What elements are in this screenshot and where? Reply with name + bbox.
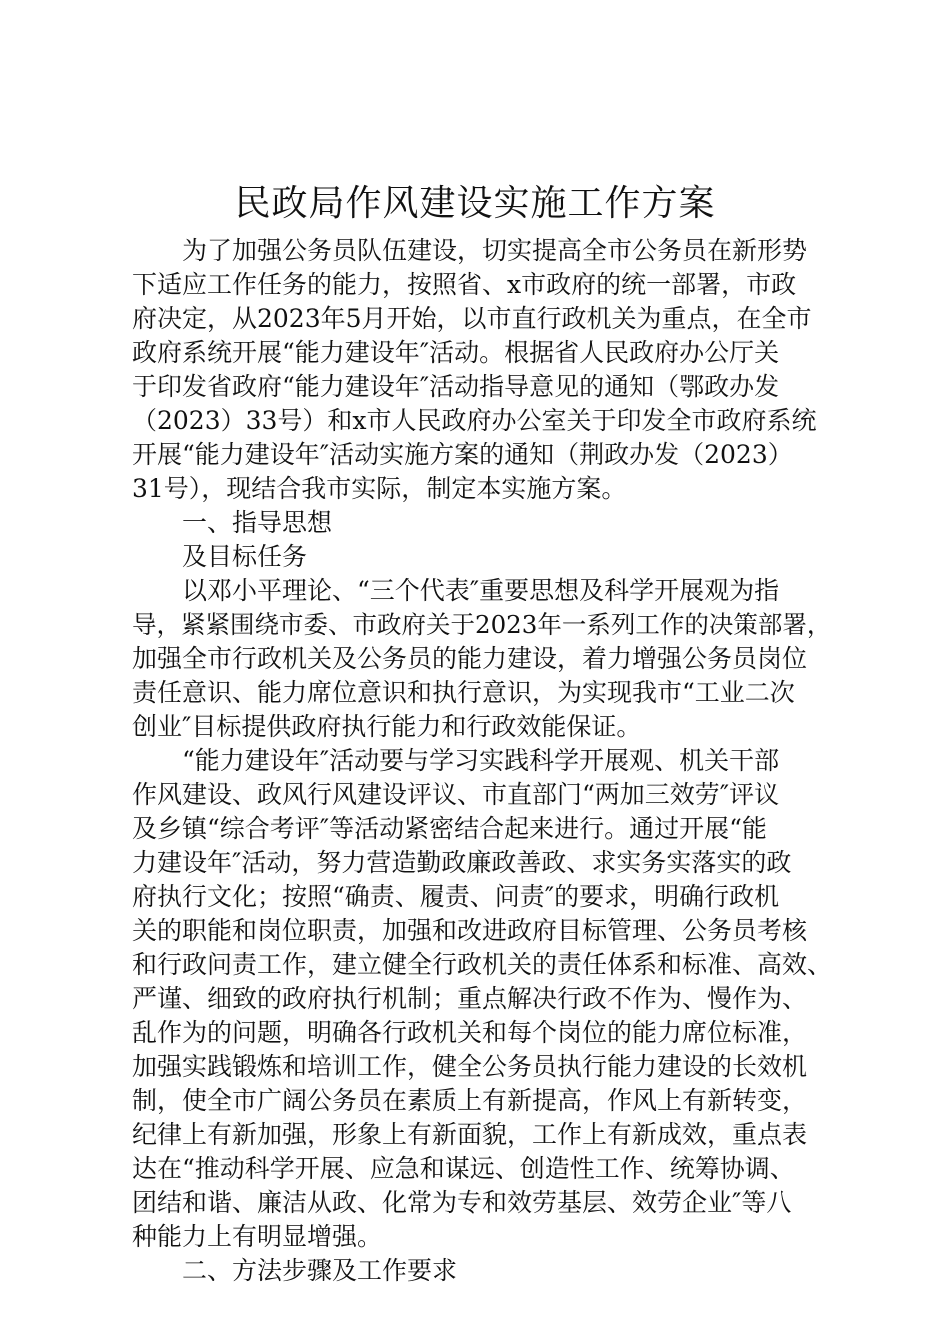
text-line: 种能力上有明显增强。 [132, 1222, 383, 1251]
document-title: 民政局作风建设实施工作方案 [234, 183, 716, 224]
text-line: 加强全市行政机关及公务员的能力建设，着力增强公务员岗位 [132, 644, 808, 673]
text-line: 达在“推动科学开展、应急和谋远、创造性工作、统筹协调、 [132, 1154, 795, 1183]
text-line: 团结和谐、廉洁从政、化常为专和效劳基层、效劳企业″等八 [132, 1188, 792, 1217]
text-line: 二、方法步骤及工作要求 [182, 1256, 458, 1285]
text-line: 及乡镇“综合考评″等活动紧密结合起来进行。通过开展“能 [132, 814, 767, 843]
text-line: 下适应工作任务的能力，按照省、x市政府的统一部署，市政 [132, 270, 797, 299]
text-line: 于印发省政府“能力建设年″活动指导意见的通知（鄂政办发 [132, 372, 780, 401]
text-line: 为了加强公务员队伍建设，切实提高全市公务员在新形势 [182, 236, 808, 265]
text-line: 严谨、细致的政府执行机制；重点解决行政不作为、慢作为、 [132, 984, 808, 1013]
text-line: 乱作为的问题，明确各行政机关和每个岗位的能力席位标准， [132, 1018, 808, 1047]
text-line: 政府系统开展“能力建设年″活动。根据省人民政府办公厅关 [132, 338, 780, 367]
text-line: 制，使全市广阔公务员在素质上有新提高，作风上有新转变， [132, 1086, 808, 1115]
text-line: 及目标任务 [182, 542, 308, 571]
text-line: 纪律上有新加强，形象上有新面貌，工作上有新成效，重点表 [132, 1120, 808, 1149]
text-line: 责任意识、能力席位意识和执行意识，为实现我市“工业二次 [132, 678, 795, 707]
text-line: 创业″目标提供政府执行能力和行政效能保证。 [132, 712, 642, 741]
document-body [132, 234, 837, 1288]
text-line: 导，紧紧围绕市委、市政府关于2023年一系列工作的决策部署， [132, 610, 832, 639]
text-line: “能力建设年″活动要与学习实践科学开展观、机关干部 [182, 746, 780, 775]
text-line: 关的职能和岗位职责，加强和改进政府目标管理、公务员考核 [132, 916, 808, 945]
text-line: 加强实践锻炼和培训工作，健全公务员执行能力建设的长效机 [132, 1052, 808, 1081]
text-line: 和行政问责工作，建立健全行政机关的责任体系和标准、高效、 [132, 950, 833, 979]
text-line: 以邓小平理论、“三个代表″重要思想及科学开展观为指 [182, 576, 780, 605]
text-line: 作风建设、政风行风建设评议、市直部门“两加三效劳″评议 [132, 780, 780, 809]
text-line: （2023）33号）和x市人民政府办公室关于印发全市政府系统 [132, 406, 817, 435]
text-line: 府决定，从2023年5月开始，以市直行政机关为重点，在全市 [132, 304, 812, 333]
text-line: 31号），现结合我市实际，制定本实施方案。 [132, 474, 627, 503]
text-line: 力建设年″活动，努力营造勤政廉政善政、求实务实落实的政 [132, 848, 792, 877]
text-line: 开展“能力建设年″活动实施方案的通知（荆政办发（2023） [132, 440, 793, 469]
text-line: 一、指导思想 [182, 508, 333, 537]
text-line: 府执行文化；按照“确责、履责、问责″的要求，明确行政机 [132, 882, 780, 911]
